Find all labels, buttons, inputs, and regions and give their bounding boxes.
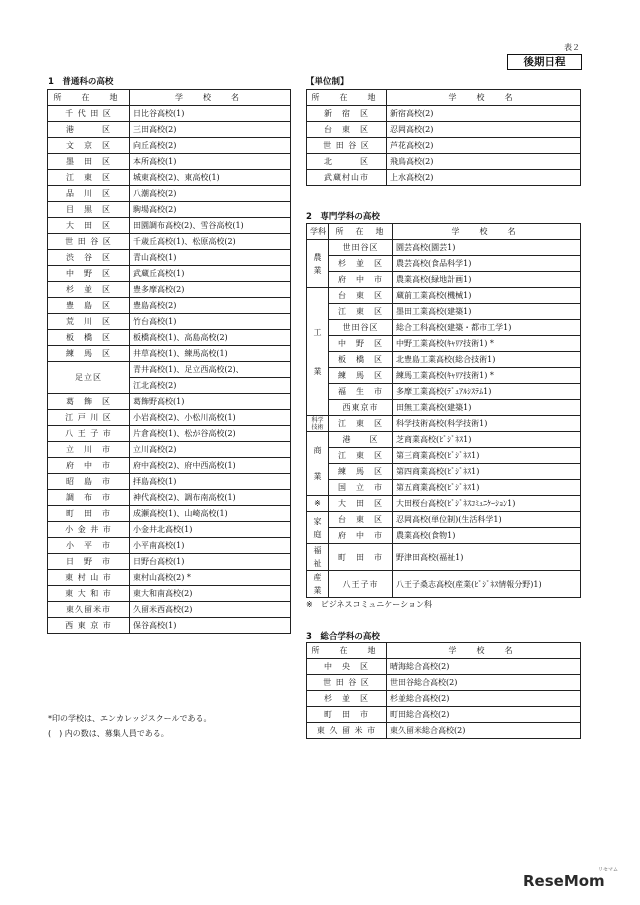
table-row xyxy=(307,288,581,304)
location-cell: 西東京市 xyxy=(329,400,393,416)
school-cell: 東村山高校(2) * xyxy=(130,570,291,586)
location-cell: 調 布 市 xyxy=(48,490,130,506)
location-cell: 大 田 区 xyxy=(48,218,130,234)
table-header-row xyxy=(307,90,581,106)
location-cell: 府 中 市 xyxy=(329,528,393,544)
school-cell: 第四商業高校(ﾋﾞｼﾞﾈｽ1) xyxy=(393,464,581,480)
school-cell: 練馬工業高校(ｷｬﾘｱ技術1) * xyxy=(393,368,581,384)
table-row xyxy=(307,368,581,384)
column-header-school: 学 校 名 xyxy=(130,90,291,106)
department-cell: 農 業 xyxy=(307,240,329,288)
location-cell: 武蔵村山市 xyxy=(307,170,387,186)
table-row xyxy=(48,250,291,266)
location-cell: 小 平 市 xyxy=(48,538,130,554)
location-cell: 文 京 区 xyxy=(48,138,130,154)
location-cell: 練 馬 区 xyxy=(48,346,130,362)
column-header-location: 所 在 地 xyxy=(48,90,130,106)
school-cell: 芦花高校(2) xyxy=(387,138,581,154)
table-row xyxy=(307,304,581,320)
column-header-school: 学 校 名 xyxy=(393,224,581,240)
table-row xyxy=(307,659,581,675)
school-cell: 北豊島工業高校(総合技術1) xyxy=(393,352,581,368)
table-row xyxy=(307,138,581,154)
school-cell: 野津田高校(福祉1) xyxy=(393,544,581,571)
table-row xyxy=(48,202,291,218)
location-cell: 新 宿 区 xyxy=(307,106,387,122)
school-cell: 田園調布高校(2)、雪谷高校(1) xyxy=(130,218,291,234)
section3-title: 3 総合学科の高校 xyxy=(306,632,380,642)
school-cell: 井草高校(1)、練馬高校(1) xyxy=(130,346,291,362)
school-cell: 忍岡高校(2) xyxy=(387,122,581,138)
location-cell: 世 田 谷 区 xyxy=(48,234,130,250)
school-cell: 江北高校(2) xyxy=(130,378,291,394)
table-row xyxy=(48,586,291,602)
unit-system-title: 【単位制】 xyxy=(306,77,349,87)
table-row xyxy=(48,458,291,474)
column-header-school: 学 校 名 xyxy=(387,643,581,659)
table-row xyxy=(48,314,291,330)
table-row xyxy=(48,506,291,522)
school-cell: 成瀬高校(1)、山崎高校(1) xyxy=(130,506,291,522)
table-row xyxy=(48,138,291,154)
school-cell: 竹台高校(1) xyxy=(130,314,291,330)
location-cell: 府 中 市 xyxy=(329,272,393,288)
location-cell: 台 東 区 xyxy=(307,122,387,138)
table-row xyxy=(307,106,581,122)
table-row xyxy=(48,394,291,410)
location-cell: 中 央 区 xyxy=(307,659,387,675)
location-cell: 港 区 xyxy=(48,122,130,138)
table-row xyxy=(48,234,291,250)
table-header-row xyxy=(307,643,581,659)
location-cell: 江 戸 川 区 xyxy=(48,410,130,426)
school-cell: 農業高校(食物1) xyxy=(393,528,581,544)
section2-title: 2 専門学科の高校 xyxy=(306,212,380,222)
location-cell: 福 生 市 xyxy=(329,384,393,400)
comprehensive-course-table xyxy=(306,642,581,739)
location-cell: 港 区 xyxy=(329,432,393,448)
schedule-label: 後期日程 xyxy=(507,54,582,70)
table-row xyxy=(307,384,581,400)
table-row xyxy=(48,522,291,538)
table-row xyxy=(307,723,581,739)
school-cell: 久留米西高校(2) xyxy=(130,602,291,618)
location-cell: 世田谷区 xyxy=(329,320,393,336)
school-cell: 板橋高校(1)、高島高校(2) xyxy=(130,330,291,346)
school-cell: 町田総合高校(2) xyxy=(387,707,581,723)
table-row xyxy=(307,154,581,170)
department-cell: 福祉 xyxy=(307,544,329,571)
location-cell: 世 田 谷 区 xyxy=(307,675,387,691)
location-cell: 足立区 xyxy=(48,362,130,394)
location-cell: 東 村 山 市 xyxy=(48,570,130,586)
location-cell: 葛 飾 区 xyxy=(48,394,130,410)
school-cell: 農業高校(緑地計画1) xyxy=(393,272,581,288)
school-cell: 園芸高校(園芸1) xyxy=(393,240,581,256)
location-cell: 世 田 谷 区 xyxy=(307,138,387,154)
school-cell: 千歳丘高校(1)、松原高校(2) xyxy=(130,234,291,250)
table-row xyxy=(307,240,581,256)
table-row xyxy=(48,122,291,138)
location-cell: 目 黒 区 xyxy=(48,202,130,218)
school-cell: 豊多摩高校(2) xyxy=(130,282,291,298)
school-cell: 飛鳥高校(2) xyxy=(387,154,581,170)
location-cell: 江 東 区 xyxy=(48,170,130,186)
table-row xyxy=(307,272,581,288)
school-cell: 本所高校(1) xyxy=(130,154,291,170)
school-cell: 東久留米総合高校(2) xyxy=(387,723,581,739)
location-cell: 八王子市 xyxy=(329,571,393,598)
column-header-location: 所 在 地 xyxy=(307,643,387,659)
department-cell: 産業 xyxy=(307,571,329,598)
table-row xyxy=(48,266,291,282)
department-footnote: ※ ビジネスコミュニケーション科 xyxy=(306,600,432,609)
table-row xyxy=(48,298,291,314)
table-row xyxy=(307,512,581,528)
school-cell: 田無工業高校(建築1) xyxy=(393,400,581,416)
school-cell: 青井高校(1)、足立西高校(2)、 xyxy=(130,362,291,378)
table-row xyxy=(48,554,291,570)
table-row xyxy=(48,330,291,346)
school-cell: 世田谷総合高校(2) xyxy=(387,675,581,691)
table-row xyxy=(48,218,291,234)
location-cell: 練 馬 区 xyxy=(329,368,393,384)
school-cell: 墨田工業高校(建築1) xyxy=(393,304,581,320)
school-cell: 保谷高校(1) xyxy=(130,618,291,634)
location-cell: 板 橋 区 xyxy=(329,352,393,368)
table-row xyxy=(48,602,291,618)
encourage-school-note: *印の学校は、エンカレッジスクールである。 xyxy=(48,714,212,723)
school-cell: 城東高校(2)、東高校(1) xyxy=(130,170,291,186)
table-row xyxy=(48,362,291,378)
department-cell: 工 業 xyxy=(307,288,329,416)
department-cell: 商 業 xyxy=(307,432,329,496)
location-cell: 北 区 xyxy=(307,154,387,170)
school-cell: 東大和南高校(2) xyxy=(130,586,291,602)
table-number-label: 表２ xyxy=(564,43,580,52)
school-cell: 杉並総合高校(2) xyxy=(387,691,581,707)
specialized-course-table xyxy=(306,223,581,598)
school-cell: 葛飾野高校(1) xyxy=(130,394,291,410)
location-cell: 東久留米市 xyxy=(48,602,130,618)
school-cell: 大田桜台高校(ﾋﾞｼﾞﾈｽｺﾐｭﾆｹｰｼｮﾝ1) xyxy=(393,496,581,512)
table-row xyxy=(307,122,581,138)
school-cell: 晴海総合高校(2) xyxy=(387,659,581,675)
location-cell: 杉 並 区 xyxy=(329,256,393,272)
table-row xyxy=(307,544,581,571)
school-cell: 科学技術高校(科学技術1) xyxy=(393,416,581,432)
school-cell: 立川高校(2) xyxy=(130,442,291,458)
school-cell: 忍岡高校(単位制)(生活科学1) xyxy=(393,512,581,528)
location-cell: 杉 並 区 xyxy=(307,691,387,707)
location-cell: 杉 並 区 xyxy=(48,282,130,298)
column-header-department: 学科 xyxy=(307,224,329,240)
location-cell: 板 橋 区 xyxy=(48,330,130,346)
table-row xyxy=(48,538,291,554)
section1-title: 1 普通科の高校 xyxy=(48,77,114,87)
table-row xyxy=(48,490,291,506)
location-cell: 西 東 京 市 xyxy=(48,618,130,634)
table-row xyxy=(48,410,291,426)
school-cell: 三田高校(2) xyxy=(130,122,291,138)
school-cell: 日野台高校(1) xyxy=(130,554,291,570)
school-cell: 豊島高校(2) xyxy=(130,298,291,314)
school-cell: 第三商業高校(ﾋﾞｼﾞﾈｽ1) xyxy=(393,448,581,464)
location-cell: 千 代 田 区 xyxy=(48,106,130,122)
general-course-table xyxy=(47,89,291,634)
table-row xyxy=(307,691,581,707)
capacity-note: ( ) 内の数は、募集人員である。 xyxy=(48,729,169,738)
location-cell: 台 東 区 xyxy=(329,512,393,528)
location-cell: 町 田 市 xyxy=(307,707,387,723)
school-cell: 小平南高校(1) xyxy=(130,538,291,554)
table-row xyxy=(48,442,291,458)
school-cell: 拝島高校(1) xyxy=(130,474,291,490)
school-cell: 多摩工業高校(ﾃﾞｭｱﾙｼｽﾃﾑ1) xyxy=(393,384,581,400)
resemom-logo: ReseMom xyxy=(523,872,605,890)
location-cell: 練 馬 区 xyxy=(329,464,393,480)
school-cell: 蔵前工業高校(機械1) xyxy=(393,288,581,304)
location-cell: 荒 川 区 xyxy=(48,314,130,330)
location-cell: 江 東 区 xyxy=(329,416,393,432)
school-cell: 農芸高校(食品科学1) xyxy=(393,256,581,272)
column-header-school: 学 校 名 xyxy=(387,90,581,106)
resemom-logo-reading: リセマム xyxy=(598,867,618,873)
table-row xyxy=(307,170,581,186)
location-cell: 中 野 区 xyxy=(48,266,130,282)
location-cell: 小 金 井 市 xyxy=(48,522,130,538)
table-row xyxy=(48,282,291,298)
location-cell: 江 東 区 xyxy=(329,304,393,320)
school-cell: 小岩高校(2)、小松川高校(1) xyxy=(130,410,291,426)
table-row xyxy=(48,170,291,186)
school-cell: 八王子桑志高校(産業(ﾋﾞｼﾞﾈｽ情報分野)1) xyxy=(393,571,581,598)
table-row xyxy=(307,320,581,336)
location-cell: 昭 島 市 xyxy=(48,474,130,490)
school-cell: 新宿高校(2) xyxy=(387,106,581,122)
location-cell: 国 立 市 xyxy=(329,480,393,496)
location-cell: 墨 田 区 xyxy=(48,154,130,170)
table-row xyxy=(307,707,581,723)
location-cell: 町 田 市 xyxy=(48,506,130,522)
table-row xyxy=(307,416,581,432)
table-row xyxy=(307,528,581,544)
table-row xyxy=(48,618,291,634)
location-cell: 大 田 区 xyxy=(329,496,393,512)
school-cell: 青山高校(1) xyxy=(130,250,291,266)
location-cell: 品 川 区 xyxy=(48,186,130,202)
column-header-location: 所 在 地 xyxy=(329,224,393,240)
location-cell: 江 東 区 xyxy=(329,448,393,464)
location-cell: 日 野 市 xyxy=(48,554,130,570)
school-cell: 府中高校(2)、府中西高校(1) xyxy=(130,458,291,474)
table-row xyxy=(307,496,581,512)
school-cell: 八潮高校(2) xyxy=(130,186,291,202)
school-cell: 神代高校(2)、調布南高校(1) xyxy=(130,490,291,506)
department-cell: ※ xyxy=(307,496,329,512)
location-cell: 府 中 市 xyxy=(48,458,130,474)
table-row xyxy=(48,474,291,490)
school-cell: 片倉高校(1)、松が谷高校(2) xyxy=(130,426,291,442)
location-cell: 中 野 区 xyxy=(329,336,393,352)
location-cell: 台 東 区 xyxy=(329,288,393,304)
location-cell: 世田谷区 xyxy=(329,240,393,256)
table-row xyxy=(307,352,581,368)
table-row xyxy=(307,256,581,272)
location-cell: 渋 谷 区 xyxy=(48,250,130,266)
table-row xyxy=(307,432,581,448)
school-cell: 中野工業高校(ｷｬﾘｱ技術1) * xyxy=(393,336,581,352)
table-row xyxy=(48,426,291,442)
table-row xyxy=(307,336,581,352)
table-row xyxy=(307,675,581,691)
location-cell: 東 久 留 米 市 xyxy=(307,723,387,739)
department-cell: 家 庭 xyxy=(307,512,329,544)
school-cell: 芝商業高校(ﾋﾞｼﾞﾈｽ1) xyxy=(393,432,581,448)
school-cell: 日比谷高校(1) xyxy=(130,106,291,122)
school-cell: 小金井北高校(1) xyxy=(130,522,291,538)
table-row xyxy=(48,154,291,170)
school-cell: 上水高校(2) xyxy=(387,170,581,186)
location-cell: 東 大 和 市 xyxy=(48,586,130,602)
location-cell: 立 川 市 xyxy=(48,442,130,458)
school-cell: 駒場高校(2) xyxy=(130,202,291,218)
department-cell: 科学 技術 xyxy=(307,416,329,432)
table-row xyxy=(48,186,291,202)
table-row xyxy=(307,464,581,480)
table-row xyxy=(307,400,581,416)
table-row xyxy=(48,346,291,362)
unit-system-table xyxy=(306,89,581,186)
table-header-row xyxy=(48,90,291,106)
column-header-location: 所 在 地 xyxy=(307,90,387,106)
table-row xyxy=(307,448,581,464)
table-row xyxy=(307,480,581,496)
school-cell: 第五商業高校(ﾋﾞｼﾞﾈｽ1) xyxy=(393,480,581,496)
school-cell: 総合工科高校(建築・都市工学1) xyxy=(393,320,581,336)
table-header-row xyxy=(307,224,581,240)
table-row xyxy=(307,571,581,598)
table-row xyxy=(48,570,291,586)
table-row xyxy=(48,106,291,122)
location-cell: 豊 島 区 xyxy=(48,298,130,314)
school-cell: 武蔵丘高校(1) xyxy=(130,266,291,282)
school-cell: 向丘高校(2) xyxy=(130,138,291,154)
location-cell: 八 王 子 市 xyxy=(48,426,130,442)
location-cell: 町 田 市 xyxy=(329,544,393,571)
